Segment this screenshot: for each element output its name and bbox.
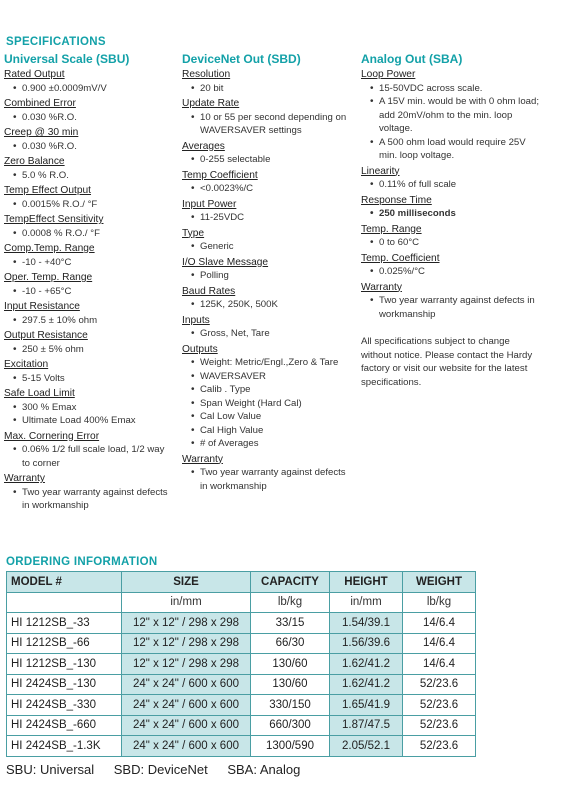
- spec-heading: Rated Output: [4, 69, 65, 80]
- spec-heading: Comp.Temp. Range: [4, 243, 95, 254]
- spec-item: • 15-50VDC across scale.: [379, 82, 539, 96]
- table-row: [7, 654, 476, 675]
- table-cell: HI 2424SB_-130: [7, 674, 122, 695]
- table-cell: 14/6.4: [403, 613, 476, 634]
- table-row: [7, 736, 476, 757]
- table-cell: 14/6.4: [403, 654, 476, 675]
- spec-item: • 250 ± 5% ohm: [22, 343, 174, 357]
- spec-item: • Two year warranty against defects in workmanship: [22, 486, 174, 513]
- spec-list: [361, 178, 539, 192]
- spec-list: [4, 343, 174, 357]
- spec-item: • 250 milliseconds: [379, 207, 539, 221]
- legend-sba: SBA: Analog: [227, 762, 301, 777]
- header-weight: WEIGHT: [403, 572, 476, 593]
- spec-heading: Temp Effect Output: [4, 185, 92, 196]
- spec-item: • 0.900 ±0.0009mV/V: [22, 82, 174, 96]
- spec-heading: Creep @ 30 min: [4, 127, 79, 138]
- spec-heading: Input Resistance: [4, 301, 80, 312]
- spec-list: [182, 82, 350, 96]
- spec-item: • Two year warranty against defects in workmanship: [200, 466, 350, 493]
- spec-heading: Warranty: [4, 473, 45, 484]
- spec-heading: Temp. Coefficient: [361, 252, 440, 264]
- table-cell: 52/23.6: [403, 736, 476, 757]
- spec-item: • 0.030 %R.O.: [22, 111, 174, 125]
- spec-heading: Linearity: [361, 165, 400, 177]
- table-cell: 130/60: [251, 654, 330, 675]
- spec-item: • # of Averages: [200, 437, 350, 451]
- spec-list: [361, 236, 539, 250]
- spec-heading: Update Rate: [182, 98, 240, 109]
- table-cell: 33/15: [251, 613, 330, 634]
- table-cell: 24" x 24" / 600 x 600: [122, 715, 251, 736]
- legend: [6, 762, 316, 777]
- table-cell: 12" x 12" / 298 x 298: [122, 633, 251, 654]
- unit-cell: in/mm: [122, 592, 251, 613]
- spec-heading: Resolution: [182, 69, 231, 80]
- spec-list: [361, 82, 539, 163]
- spec-item: • 5-15 Volts: [22, 372, 174, 386]
- spec-list: [4, 443, 174, 470]
- table-cell: 24" x 24" / 600 x 600: [122, 736, 251, 757]
- spec-item: • Calib . Type: [200, 383, 350, 397]
- spec-list: [4, 140, 174, 154]
- spec-item: • Cal Low Value: [200, 410, 350, 424]
- spec-list: [4, 372, 174, 386]
- spec-list: [182, 466, 350, 493]
- column-analog-out: [361, 52, 539, 389]
- spec-list: [182, 211, 350, 225]
- spec-list: [4, 198, 174, 212]
- spec-list: [361, 207, 539, 221]
- spec-heading: I/O Slave Message: [182, 256, 269, 268]
- column-universal-scale: [4, 52, 174, 513]
- spec-item: • 20 bit: [200, 82, 350, 96]
- table-cell: HI 2424SB_-330: [7, 695, 122, 716]
- table-cell: HI 2424SB_-1.3K: [7, 736, 122, 757]
- ordering-table: [6, 571, 476, 757]
- table-cell: 1.62/41.2: [330, 654, 403, 675]
- legend-sbd: SBD: DeviceNet: [113, 762, 208, 777]
- spec-heading: Loop Power: [361, 69, 416, 80]
- table-row: [7, 695, 476, 716]
- spec-item: • 10 or 55 per second depending on WAVERSAVER settings: [200, 111, 350, 138]
- table-row: [7, 613, 476, 634]
- spec-item: • 125K, 250K, 500K: [200, 298, 350, 312]
- spec-list: [182, 327, 350, 341]
- unit-cell: in/mm: [330, 592, 403, 613]
- spec-heading: Warranty: [182, 453, 223, 465]
- spec-item: • 0.025%/°C: [379, 265, 539, 279]
- spec-item: • 0.06% 1/2 full scale load, 1/2 way to corner: [22, 443, 174, 470]
- spec-item: • <0.0023%/C: [200, 182, 350, 196]
- spec-list: [361, 294, 539, 321]
- header-model: MODEL #: [7, 572, 122, 593]
- spec-item: • Weight: Metric/Engl.,Zero & Tare: [200, 356, 350, 370]
- spec-item: • Two year warranty against defects in workmanship: [379, 294, 539, 321]
- table-row: [7, 674, 476, 695]
- spec-heading: Temp. Range: [361, 223, 422, 235]
- table-cell: HI 1212SB_-66: [7, 633, 122, 654]
- spec-heading: Inputs: [182, 314, 210, 326]
- spec-item: • 0.0015% R.O./ °F: [22, 198, 174, 212]
- table-cell: 52/23.6: [403, 715, 476, 736]
- table-cell: 14/6.4: [403, 633, 476, 654]
- spec-list: [182, 269, 350, 283]
- spec-heading: TempEffect Sensitivity: [4, 214, 104, 225]
- table-cell: 12" x 12" / 298 x 298: [122, 654, 251, 675]
- spec-item: • A 15V min. would be with 0 ohm load; add 20mV/ohm to the min. loop voltage.: [379, 95, 539, 136]
- spec-item: • 0 to 60°C: [379, 236, 539, 250]
- table-cell: HI 2424SB_-660: [7, 715, 122, 736]
- spec-heading: Type: [182, 227, 205, 239]
- spec-item: • Gross, Net, Tare: [200, 327, 350, 341]
- spec-item: • WAVERSAVER: [200, 370, 350, 384]
- column-devicenet-out: [182, 52, 350, 493]
- spec-item: • -10 - +65°C: [22, 285, 174, 299]
- table-cell: 24" x 24" / 600 x 600: [122, 674, 251, 695]
- spec-item: • 0-255 selectable: [200, 153, 350, 167]
- table-row: [7, 715, 476, 736]
- spec-item: • 11-25VDC: [200, 211, 350, 225]
- table-cell: 24" x 24" / 600 x 600: [122, 695, 251, 716]
- table-cell: 130/60: [251, 674, 330, 695]
- table-cell: 52/23.6: [403, 695, 476, 716]
- spec-item: • Polling: [200, 269, 350, 283]
- spec-list: [182, 356, 350, 451]
- spec-heading: Safe Load Limit: [4, 388, 75, 399]
- specs-note: All specifications subject to change without notice. Please contact the Hardy factory or visit our website for the latest specifications.: [361, 336, 533, 388]
- spec-list: [182, 182, 350, 196]
- spec-list: [182, 240, 350, 254]
- table-cell: 1.87/47.5: [330, 715, 403, 736]
- header-capacity: CAPACITY: [251, 572, 330, 593]
- units-row: [7, 592, 476, 613]
- unit-cell: [7, 592, 122, 613]
- spec-list: [4, 82, 174, 96]
- spec-list: [182, 111, 350, 138]
- spec-heading: Averages: [182, 140, 225, 152]
- spec-item: • -10 - +40°C: [22, 256, 174, 270]
- table-cell: HI 1212SB_-33: [7, 613, 122, 634]
- unit-cell: lb/kg: [403, 592, 476, 613]
- spec-heading: Oper. Temp. Range: [4, 272, 93, 283]
- column-title: DeviceNet Out (SBD): [182, 52, 301, 66]
- spec-item: • 0.11% of full scale: [379, 178, 539, 192]
- spec-list: [4, 111, 174, 125]
- spec-heading: Max. Cornering Error: [4, 430, 100, 442]
- spec-item: • 300 % Emax: [22, 401, 174, 415]
- spec-list: [182, 153, 350, 167]
- spec-item: • Generic: [200, 240, 350, 254]
- spec-list: [4, 401, 174, 428]
- spec-heading: Baud Rates: [182, 285, 236, 297]
- table-cell: 2.05/52.1: [330, 736, 403, 757]
- spec-item: • 5.0 % R.O.: [22, 169, 174, 183]
- spec-heading: Excitation: [4, 359, 49, 370]
- table-cell: 1.54/39.1: [330, 613, 403, 634]
- table-header-row: [7, 572, 476, 593]
- spec-list: [4, 169, 174, 183]
- spec-list: [4, 285, 174, 299]
- spec-list: [182, 298, 350, 312]
- spec-heading: Zero Balance: [4, 156, 65, 167]
- column-title: Universal Scale (SBU): [4, 52, 130, 66]
- spec-list: [4, 314, 174, 328]
- table-cell: 1300/590: [251, 736, 330, 757]
- table-cell: 660/300: [251, 715, 330, 736]
- legend-sbu: SBU: Universal: [6, 762, 95, 777]
- spec-heading: Warranty: [361, 281, 402, 293]
- table-row: [7, 633, 476, 654]
- spec-list: [361, 265, 539, 279]
- table-cell: 330/150: [251, 695, 330, 716]
- spec-list: [4, 227, 174, 241]
- table-cell: 1.62/41.2: [330, 674, 403, 695]
- spec-heading: Combined Error: [4, 98, 76, 109]
- header-height: HEIGHT: [330, 572, 403, 593]
- table-cell: 52/23.6: [403, 674, 476, 695]
- header-size: SIZE: [122, 572, 251, 593]
- spec-heading: Response Time: [361, 194, 432, 206]
- ordering-table-body: [7, 592, 476, 756]
- specifications-heading: SPECIFICATIONS: [6, 36, 106, 48]
- spec-heading: Outputs: [182, 343, 218, 355]
- spec-item: • A 500 ohm load would require 25V min. loop voltage.: [379, 136, 539, 163]
- table-cell: 66/30: [251, 633, 330, 654]
- spec-item: • 0.030 %R.O.: [22, 140, 174, 154]
- column-title: Analog Out (SBA): [361, 52, 463, 66]
- spec-item: • Ultimate Load 400% Emax: [22, 414, 174, 428]
- spec-heading: Output Resistance: [4, 330, 88, 341]
- spec-list: [4, 486, 174, 513]
- spec-item: • 297.5 ± 10% ohm: [22, 314, 174, 328]
- spec-item: • Cal High Value: [200, 424, 350, 438]
- spec-item: • 0.0008 % R.O./ °F: [22, 227, 174, 241]
- spec-heading: Input Power: [182, 198, 237, 210]
- table-cell: 1.56/39.6: [330, 633, 403, 654]
- spec-list: [4, 256, 174, 270]
- ordering-heading: ORDERING INFORMATION: [6, 556, 158, 568]
- table-cell: 12" x 12" / 298 x 298: [122, 613, 251, 634]
- spec-heading: Temp Coefficient: [182, 169, 258, 181]
- table-cell: 1.65/41.9: [330, 695, 403, 716]
- table-cell: HI 1212SB_-130: [7, 654, 122, 675]
- unit-cell: lb/kg: [251, 592, 330, 613]
- spec-item: • Span Weight (Hard Cal): [200, 397, 350, 411]
